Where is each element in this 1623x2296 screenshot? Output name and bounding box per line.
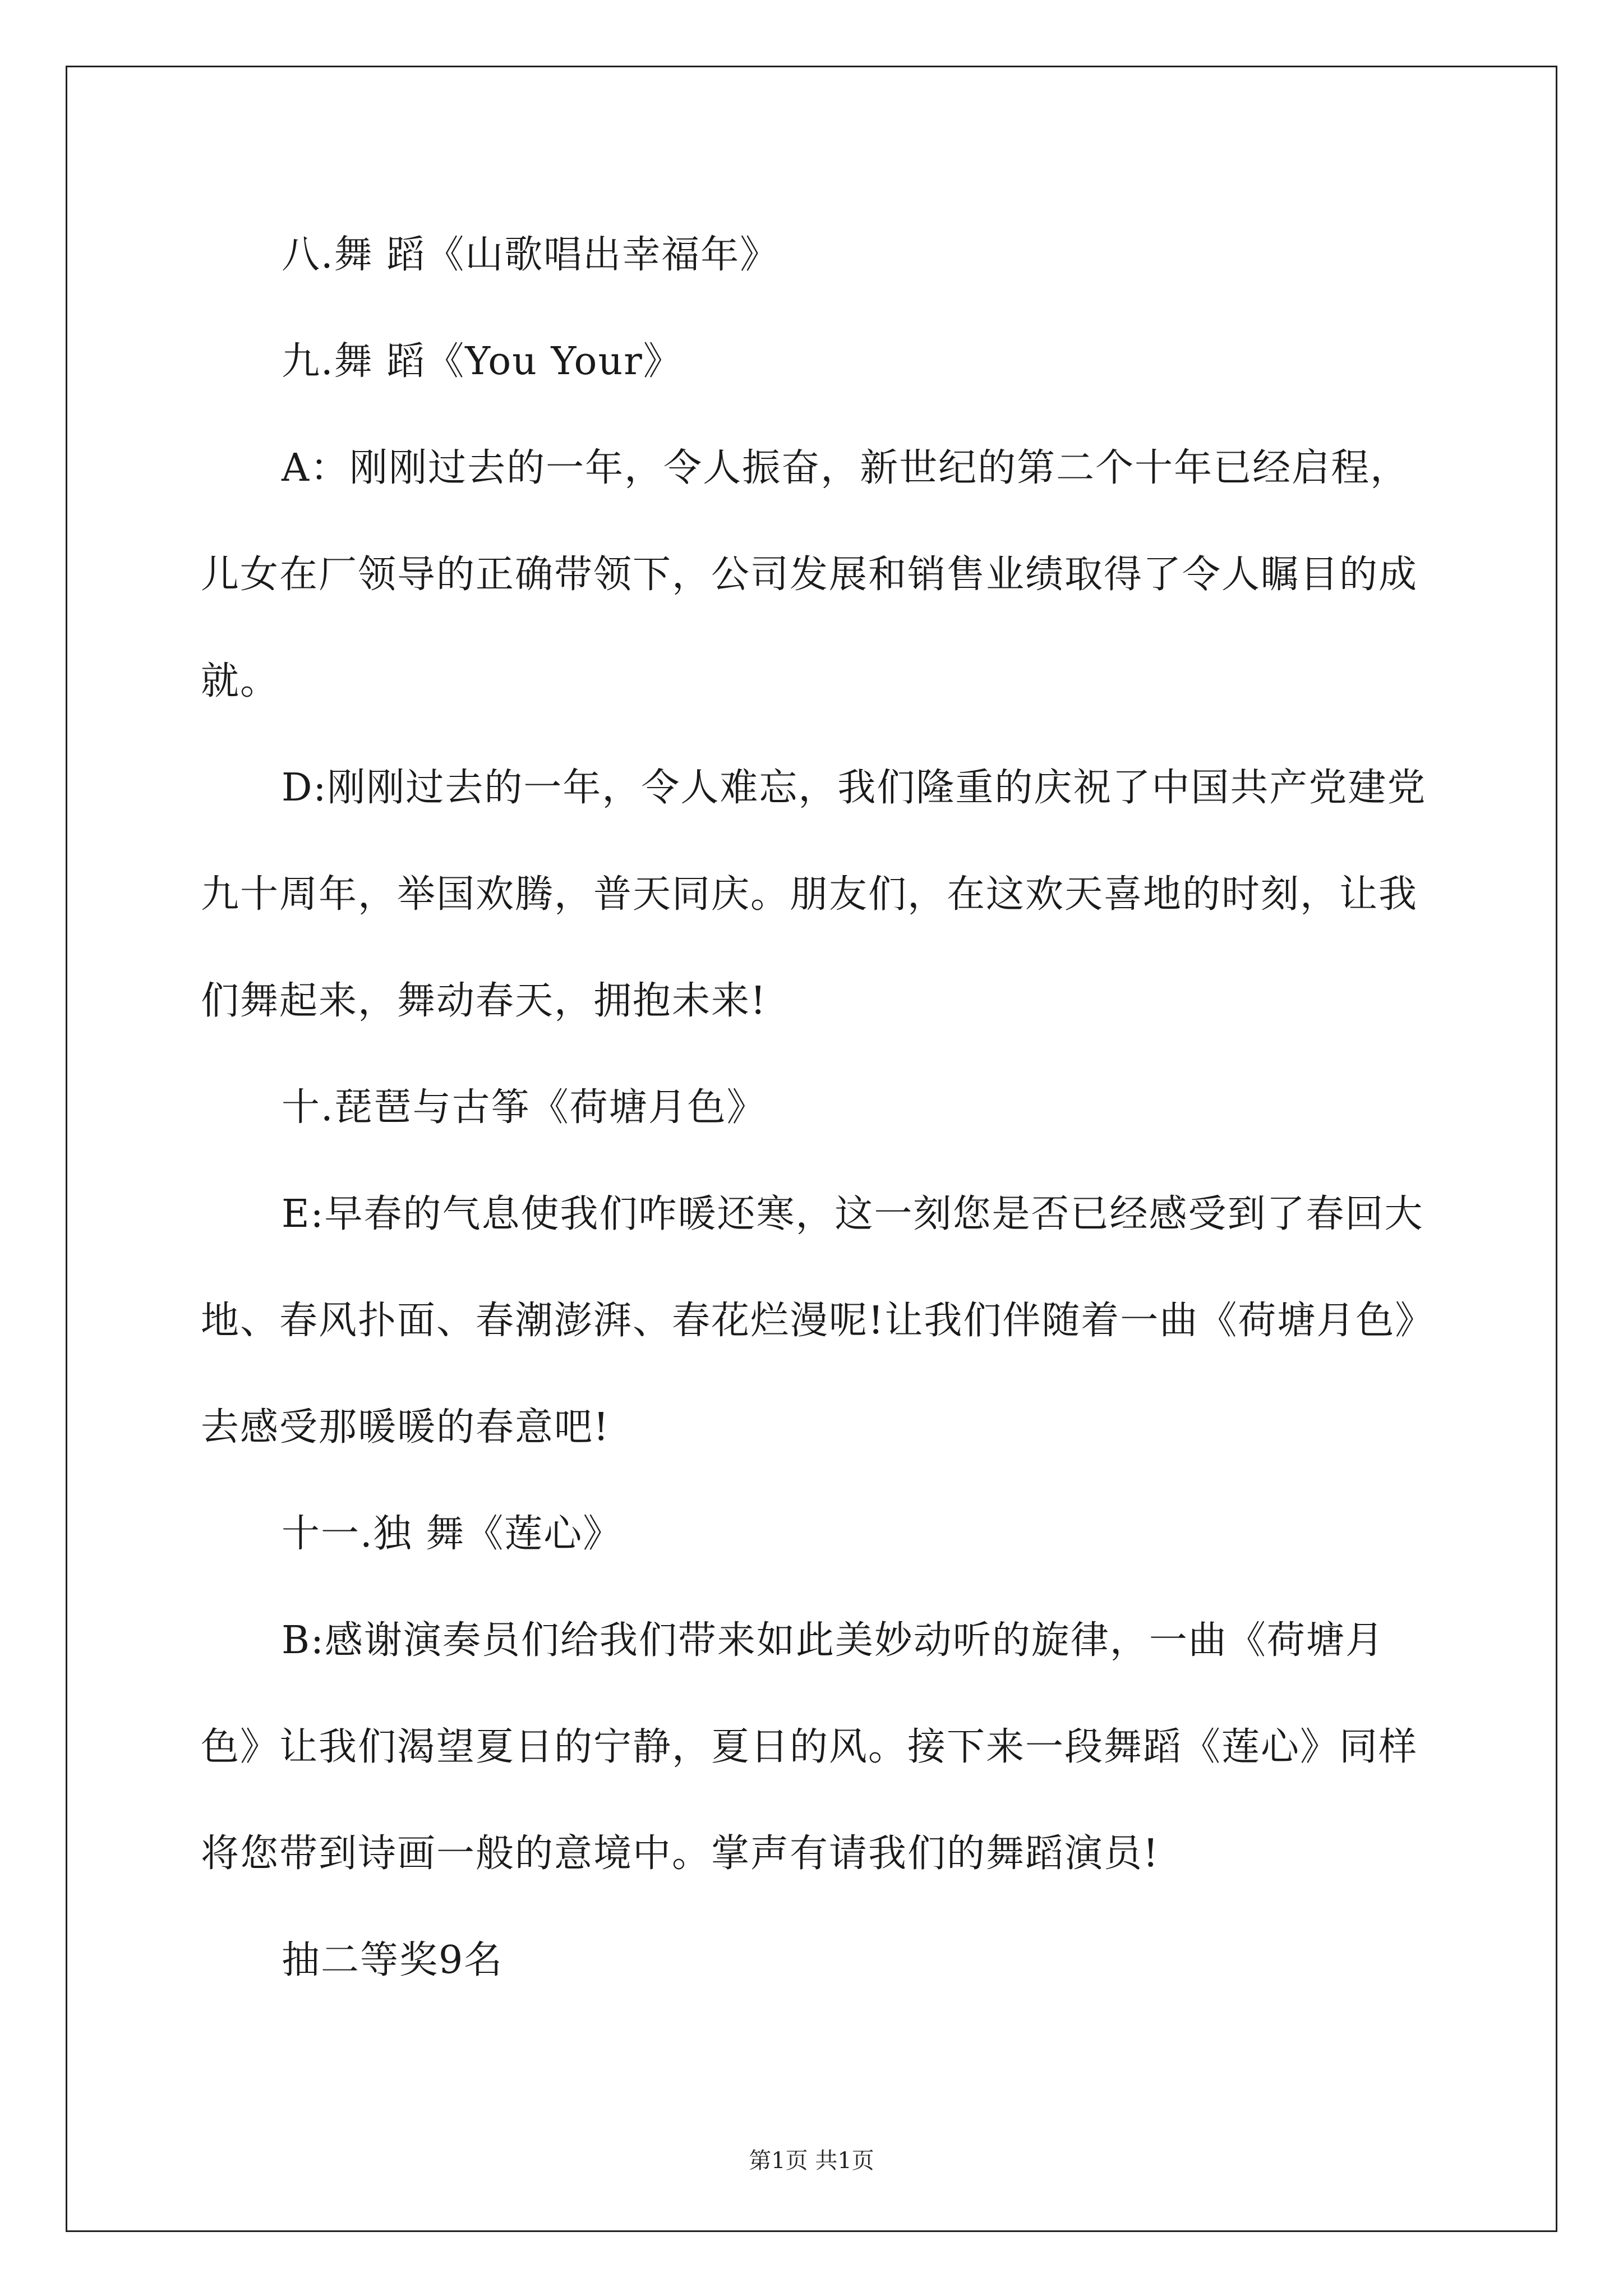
document-body: [201, 202, 1435, 2014]
host-d-script: D:刚刚过去的一年，令人难忘，我们隆重的庆祝了中国共产党建党九十周年，举国欢腾，普天同庆。朋友们，在这欢天喜地的时刻，让我们舞起来，舞动春天，拥抱未来!: [201, 766, 1427, 1023]
lottery-second-prize: 抽二等奖9名: [282, 1938, 504, 1982]
host-a-script: A：刚刚过去的一年，令人振奋，新世纪的第二个十年已经启程，儿女在厂领导的正确带领下，公司发展和销售业绩取得了令人瞩目的成就。: [201, 446, 1418, 703]
program-item-10: 十.琵琶与古筝《荷塘月色》: [282, 1085, 766, 1130]
host-e-script: E:早春的气息使我们咋暖还寒，这一刻您是否已经感受到了春回大地、春风扑面、春潮澎湃、春花烂漫呢!让我们伴随着一曲《荷塘月色》去感受那暖暖的春意吧!: [201, 1192, 1435, 1450]
page-footer: 第1页 共1页: [749, 2148, 874, 2174]
program-item-11: 十一.独 舞《莲心》: [282, 1512, 623, 1556]
program-item-8: 八.舞 蹈《山歌唱出幸福年》: [282, 233, 780, 277]
program-item-9: 九.舞 蹈《You Your》: [282, 339, 683, 384]
host-b-script: B:感谢演奏员们给我们带来如此美妙动听的旋律，一曲《荷塘月色》让我们渴望夏日的宁静，夏日的风。接下来一段舞蹈《莲心》同样将您带到诗画一般的意境中。掌声有请我们的舞蹈演员!: [201, 1618, 1418, 1876]
